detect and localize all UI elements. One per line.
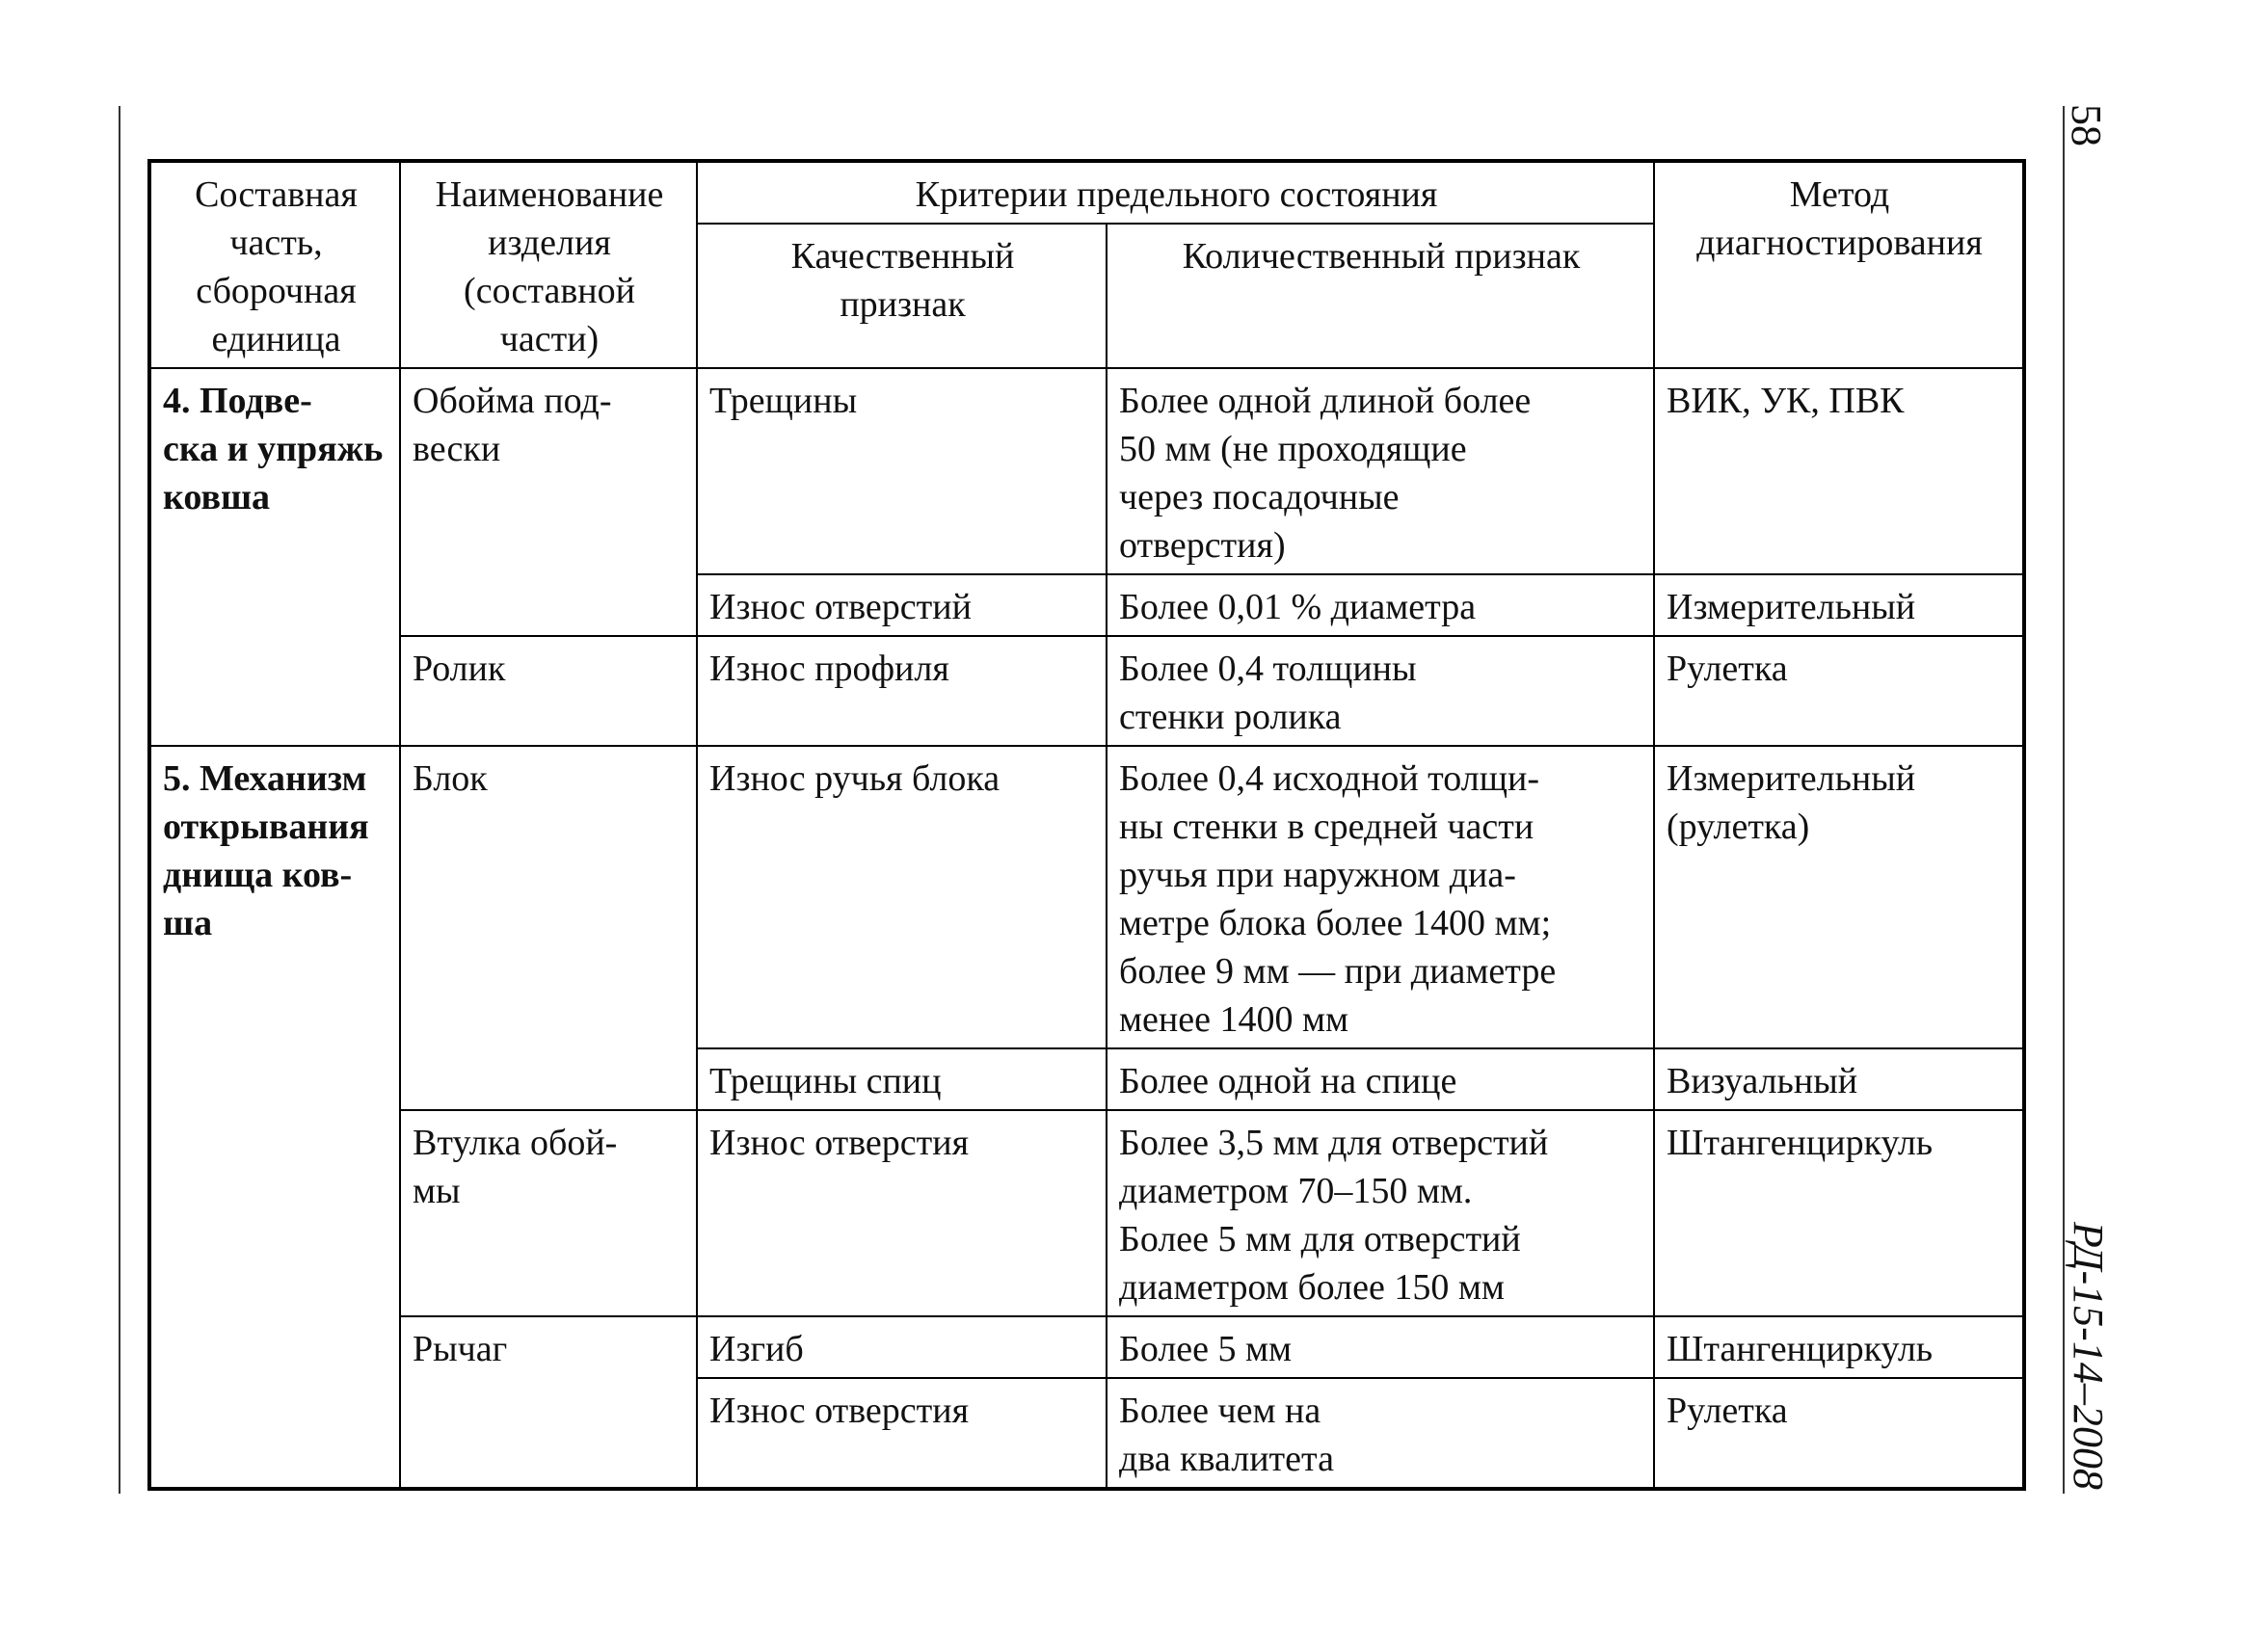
method-cell: ВИК, УК, ПВК [1654,368,2024,574]
component-cell: 5. Механизм открывания днища ков- ша [149,746,400,1489]
quantitative-cell: Более одной длиной более 50 мм (не проходящие через посадочные отверстия) [1107,368,1654,574]
header-component: Составная часть, сборочная единица [149,161,400,368]
method-cell: Рулетка [1654,1378,2024,1489]
table-row [149,368,2024,574]
quantitative-cell: Более 3,5 мм для отверстий диаметром 70–150 мм. Более 5 мм для отверстий диаметром более 150 мм [1107,1110,1654,1316]
header-item-name: Наименование изделия (составной части) [400,161,697,368]
method-cell: Измерительный (рулетка) [1654,746,2024,1048]
method-cell: Штангенциркуль [1654,1316,2024,1378]
item-cell: Ролик [400,636,697,746]
diagnostics-table [147,159,2026,1491]
item-cell: Рычаг [400,1316,697,1489]
item-cell: Обойма под- вески [400,368,697,636]
left-margin-line [119,106,120,1494]
table-row [149,636,2024,746]
quantitative-cell: Более 0,4 толщины стенки ролика [1107,636,1654,746]
header-quantitative: Количественный признак [1107,224,1654,368]
qualitative-cell: Трещины [697,368,1107,574]
item-cell: Блок [400,746,697,1110]
table-row [149,1316,2024,1378]
qualitative-cell: Трещины спиц [697,1048,1107,1110]
qualitative-cell: Износ ручья блока [697,746,1107,1048]
page-number: 58 [2063,104,2110,146]
table-row [149,1110,2024,1316]
quantitative-cell: Более чем на два квалитета [1107,1378,1654,1489]
quantitative-cell: Более одной на спице [1107,1048,1654,1110]
header-criteria: Критерии предельного состояния [697,161,1654,224]
qualitative-cell: Изгиб [697,1316,1107,1378]
quantitative-cell: Более 0,4 исходной толщи- ны стенки в средней части ручья при наружном диа- метре блока более 1400 мм; более 9 мм — при диаметре менее 1400 мм [1107,746,1654,1048]
quantitative-cell: Более 5 мм [1107,1316,1654,1378]
qualitative-cell: Износ отверстия [697,1110,1107,1316]
table-header-row [149,161,2024,224]
method-cell: Штангенциркуль [1654,1110,2024,1316]
header-qualitative: Качественный признак [697,224,1107,368]
method-cell: Рулетка [1654,636,2024,746]
quantitative-cell: Более 0,01 % диаметра [1107,574,1654,636]
table-row [149,746,2024,1048]
qualitative-cell: Износ отверстия [697,1378,1107,1489]
item-cell: Втулка обой- мы [400,1110,697,1316]
qualitative-cell: Износ профиля [697,636,1107,746]
qualitative-cell: Износ отверстий [697,574,1107,636]
method-cell: Визуальный [1654,1048,2024,1110]
document-code: РД-15-14–2008 [2065,1222,2112,1490]
method-cell: Измерительный [1654,574,2024,636]
header-method: Метод диагностирования [1654,161,2024,368]
component-cell: 4. Подве- ска и упряжь ковша [149,368,400,746]
